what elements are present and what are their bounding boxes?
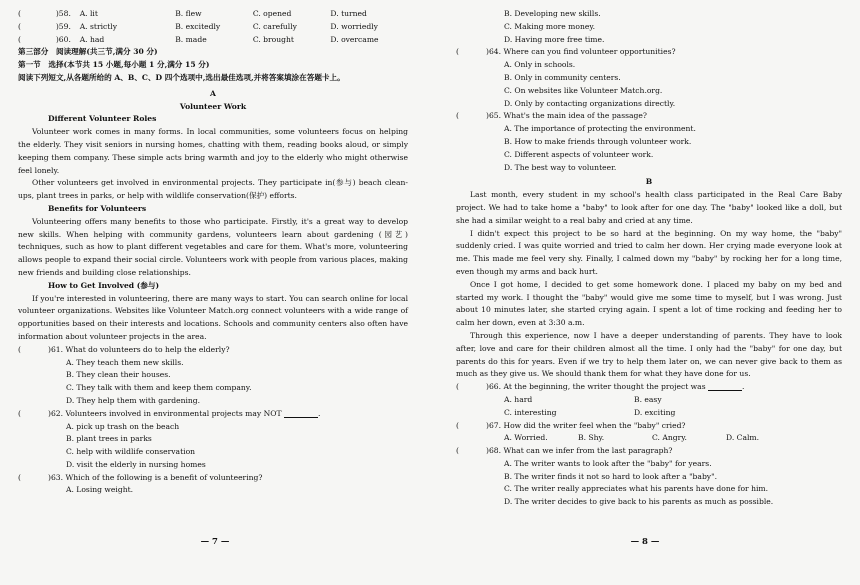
choice: C. interesting: [504, 407, 557, 417]
question-number: )60.: [55, 34, 71, 44]
answer-paren: (: [456, 446, 459, 456]
question-65: [456, 110, 842, 123]
choice: C. They talk with them and keep them company.: [66, 383, 252, 393]
cloze-option-row: [18, 34, 408, 47]
paragraph: Once I got home, I decided to get some homework done. I placed my baby on my bed and started my work. I thought the "baby" would give me some time to myself, but I was wrong. Just about 10 minutes later, she started crying again. I spent a lot of time rocking and feeding her to calm her down, even at 3:30 a.m.: [456, 279, 842, 328]
choice: B. Developing new skills.: [504, 9, 601, 18]
answer-paren: (: [18, 34, 21, 44]
question-67: [456, 420, 842, 433]
choice: B. plant trees in parks: [66, 434, 152, 444]
question-stem: What's the main idea of the passage?: [503, 111, 647, 121]
choice: B. The writer finds it not so hard to look after a "baby".: [504, 471, 718, 481]
question-number: )68.: [486, 446, 502, 456]
question-63: [18, 472, 408, 485]
choice-row: [456, 407, 842, 420]
answer-paren: (: [18, 344, 21, 354]
paragraph: Other volunteers get involved in environmental projects. They participate in(参与) beach clean-ups, plant trees in parks, or help with wildlife conservation(保护) efforts.: [18, 178, 408, 201]
choice: A. Worried.: [504, 433, 548, 443]
question-number: )59.: [55, 21, 71, 31]
answer-paren: (: [18, 9, 21, 18]
choice: C. Different aspects of volunteer work.: [504, 149, 654, 159]
choice: C. Making more money.: [504, 21, 596, 31]
option-a: A. lit: [79, 9, 98, 18]
choice: D. Only by contacting organizations directly.: [504, 98, 676, 108]
choice: C. help with wildlife conservation: [66, 447, 196, 457]
left-column: [18, 8, 408, 497]
question-number: )61.: [48, 344, 64, 354]
paragraph: If you're interested in volunteering, there are many ways to start. You can search online for local volunteer organizations. Websites like Volunteer Match.org connect volunteers with a wide range of opportunities based on their interests and locations. Schools and community centers also often have information about volunteer projects in the area.: [18, 293, 408, 341]
choice: C. On websites like Volunteer Match.org.: [504, 85, 663, 95]
choice: D. The writer decides to give back to his parents as much as possible.: [504, 497, 774, 507]
answer-paren: (: [18, 408, 21, 418]
choice: D. visit the elderly in nursing homes: [66, 459, 206, 469]
question-number: )64.: [486, 47, 502, 57]
paragraph: Volunteering offers many benefits to those who participate. Firstly, it's a great way to develop new skills. When helping with community gardens, volunteers learn about gardening (园艺) techniques, such as how to plant different vegetables and care for them. What's more, volunteering allows people to expand their social circle. Volunteers work with people from various places, making new friends and building close relationships.: [18, 216, 408, 277]
option-d: D. turned: [330, 9, 367, 18]
question-stem: What do volunteers do to help the elderly?: [65, 344, 230, 354]
choice: D. Calm.: [726, 433, 760, 443]
option-a: A. had: [79, 34, 105, 44]
instructions: 阅读下列短文,从各题所给的 A、B、C、D 四个选项中,选出最佳选项,并将答案填涂在答题卡上。: [18, 72, 345, 82]
paragraph: Last month, every student in my school's health class participated in the Real Care Baby project. We had to take home a "baby" to look after for one day. The "baby" looked like a doll, but she had a similar weight to a real baby and cried at any time.: [456, 190, 842, 225]
part-title: 第三部分 阅读理解(共三节,满分 30 分): [18, 47, 158, 57]
question-stem: What can we infer from the last paragraph?: [503, 446, 673, 456]
choice: D. They help them with gardening.: [66, 395, 201, 405]
question-62: ( )62. Volunteers involved in environmental projects may NOT .: [18, 408, 408, 421]
answer-blank: [708, 381, 742, 391]
choice: A. They teach them new skills.: [66, 357, 184, 367]
question-stem: Which of the following is a benefit of volunteering?: [65, 472, 263, 482]
question-number: )65.: [486, 111, 502, 121]
choice: A. The writer wants to look after the "baby" for years.: [504, 458, 712, 468]
option-a: A. strictly: [79, 21, 118, 31]
right-column: [456, 8, 842, 509]
answer-paren: (: [456, 382, 459, 392]
choice: C. The writer really appreciates what his parents have done for him.: [504, 484, 769, 494]
answer-paren: (: [456, 47, 459, 57]
question-68: [456, 445, 842, 458]
page-number: — 8 —: [630, 537, 660, 548]
choice: B. easy: [634, 394, 662, 404]
choice: B. They clean their houses.: [66, 370, 171, 380]
heading-roles: Different Volunteer Roles: [48, 114, 157, 124]
option-d: D. worriedly: [330, 21, 378, 31]
choice: D. The best way to volunteer.: [504, 162, 617, 172]
option-c: C. brought: [252, 34, 294, 44]
paragraph: Volunteer work comes in many forms. In local communities, some volunteers focus on helping the elderly. They visit seniors in nursing homes, chatting with them, reading books aloud, or simply keeping them company. These simple acts bring warmth and joy to the elderly who might otherwise feel lonely.: [18, 127, 408, 175]
passage-letter: A: [210, 88, 216, 98]
question-stem: At the beginning, the writer thought the project was: [503, 382, 706, 392]
option-c: C. opened: [252, 9, 292, 18]
page-number: — 7 —: [200, 537, 230, 548]
option-b: B. flew: [175, 9, 202, 18]
answer-paren: (: [18, 472, 21, 482]
question-66: ( )66. At the beginning, the writer thought the project was .: [456, 381, 842, 394]
answer-blank: [284, 408, 318, 418]
question-number: )63.: [48, 472, 64, 482]
choice: D. exciting: [634, 407, 676, 417]
answer-paren: (: [456, 420, 459, 430]
question-stem: Volunteers involved in environmental projects may NOT: [65, 408, 282, 418]
choice: C. Angry.: [652, 433, 687, 443]
paragraph: I didn't expect this project to be so hard at the beginning. On my way home, the "baby" suddenly cried. I was quite worried and tried to calm her down. Her crying made everyone look at me. This made me feel very shy. Finally, I calmed down my "baby" by rocking her for a long time, even though my arms and back hurt.: [456, 228, 842, 276]
heading-benefits: Benefits for Volunteers: [48, 203, 147, 213]
question-number: )58.: [55, 9, 71, 18]
choice-row: [456, 432, 842, 445]
section-title: 第一节 选择(本节共 15 小题,每小题 1 分,满分 15 分): [18, 60, 210, 70]
question-61: [18, 344, 408, 357]
heading-get-involved: How to Get Involved (参与): [48, 280, 160, 290]
passage-letter: B: [645, 177, 653, 187]
passage-title: Volunteer Work: [179, 101, 247, 111]
option-c: C. carefully: [252, 21, 297, 31]
answer-paren: (: [456, 111, 459, 121]
choice: D. Having more free time.: [504, 34, 605, 44]
option-b: B. excitedly: [175, 21, 221, 31]
choice-row: [456, 394, 842, 407]
question-64: [456, 46, 842, 59]
page-8: [430, 0, 860, 585]
choice: B. How to make friends through volunteer work.: [504, 136, 692, 146]
answer-paren: (: [18, 21, 21, 31]
choice: A. pick up trash on the beach: [66, 421, 180, 431]
choice: A. The importance of protecting the environment.: [504, 124, 696, 134]
choice: A. Only in schools.: [504, 60, 576, 70]
choice: B. Only in community centers.: [504, 72, 621, 82]
question-number: )62.: [48, 408, 64, 418]
question-number: )67.: [486, 420, 502, 430]
choice: A. hard: [504, 394, 533, 404]
question-stem: How did the writer feel when the "baby" cried?: [503, 420, 686, 430]
cloze-option-row: [18, 21, 408, 34]
cloze-option-row: [18, 8, 408, 21]
option-b: B. made: [175, 34, 207, 44]
choice: B. Shy.: [578, 433, 605, 443]
question-number: )66.: [486, 382, 502, 392]
paragraph: Through this experience, now I have a deeper understanding of parents. They have to look after, love and care for their children almost all the time. I only had the "baby" for one day, but parents do this for years. Even if we try to help them later on, we can never give back to them as much as they give us. We should thank them for what they have done for us.: [456, 330, 842, 379]
question-stem: Where can you find volunteer opportunities?: [503, 47, 676, 57]
choice: A. Losing weight.: [66, 485, 134, 495]
option-d: D. overcame: [330, 34, 379, 44]
